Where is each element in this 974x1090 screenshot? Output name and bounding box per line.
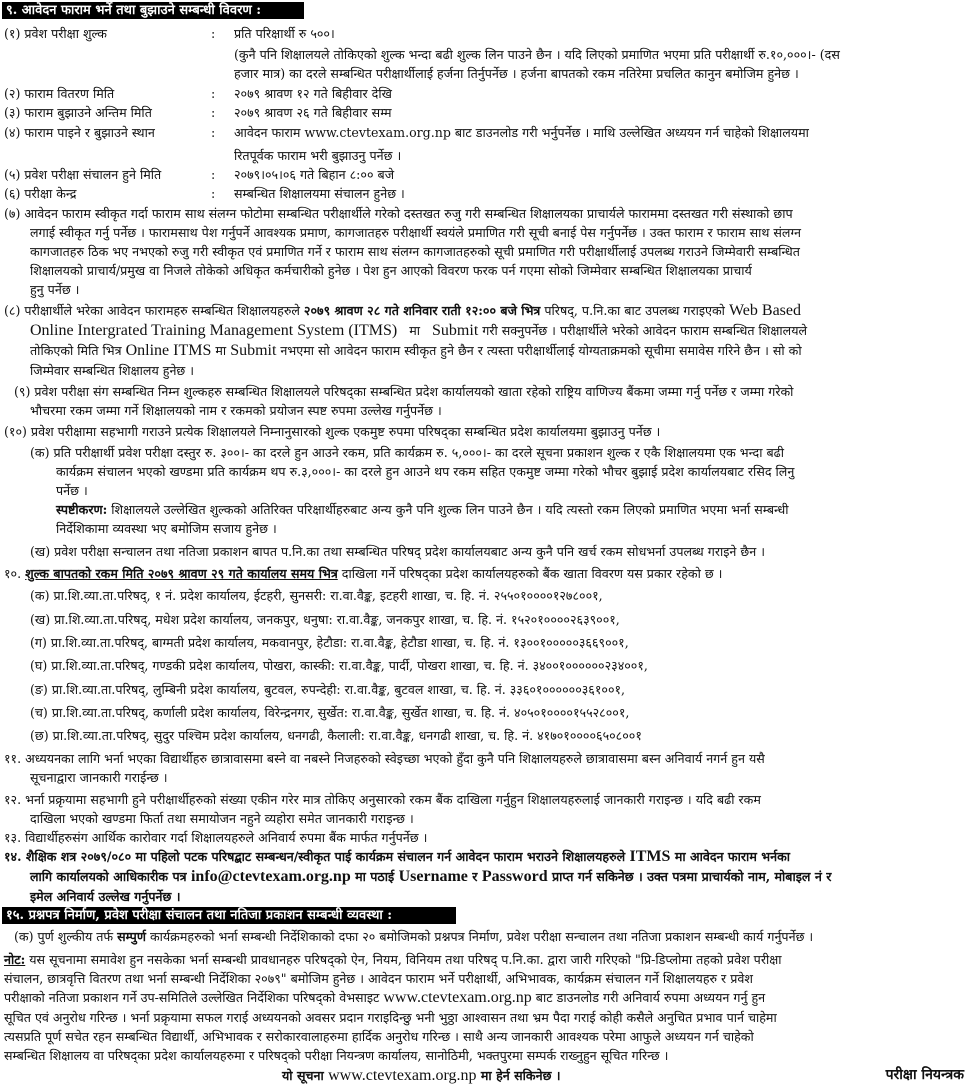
- clarification-line-1: स्पष्टीकरण: शिक्षालयले उल्लेखित शुल्कको अतिरिक्त परिक्षार्थीहरुबाट अन्य कुनै पनि शुल्क लिन पाउने छैन । यदि त्यस्तो रकम लिएको प्रमाणित भएमा भर्ना सम्बन्धी: [56, 502, 789, 517]
- clarification-line-2: निर्देशिकामा व्यवस्था भए बमोजिम सजाय हुनेछ ।: [56, 521, 277, 536]
- note-line-6: सम्बन्धित शिक्षालय वा परिषद्का प्रदेश कार्यालयहरुमा र परिषद्को परीक्षा नियन्त्रण कार्यालय, सानोठिमी, भक्तपुरमा सम्पर्क राख्नुहुन सूचित गरिन्छ ।: [4, 1048, 669, 1063]
- section-10-intro: १०. शुल्क बापतको रकम मिति २०७९ श्रावण २९ गते कार्यालय समय भित्र दाखिला गर्ने परिषद्का प्रदेश कार्यालयहरुको बैंक खाता विवरण यस प्रकार रहेको छ ।: [4, 566, 723, 581]
- bank-account-nga: (ङ) प्रा.शि.व्या.ता.परिषद्, लुम्बिनी प्रदेश कार्यालय, बुटवल, रुपन्देही: रा.वा.वैङ्क, बुटवल शाखा, च. हि. नं. ३३६०१००००००३६१००१,: [30, 682, 626, 697]
- note-line-4: सूचित एवं अनुरोध गरिन्छ । भर्ना प्रक्रृयामा सफल गराई अध्ययनको अवसर प्रदान गराइदिन्छु भनी भुठ्ठा आश्वासन तथा भ्रम पैदा गराई कोही कसैले अनुचित प्रभाव पार्न चाहेमा: [4, 1010, 777, 1025]
- para-9-line-2: भौचरमा रकम जम्मा गर्ने शिक्षालयको नाम र रकमको प्रयोजन स्पष्ट रुपमा उल्लेख गर्नुपर्नेछ ।: [30, 403, 442, 418]
- signature-exam-controller: परीक्षा नियन्त्रक: [885, 1067, 964, 1083]
- bank-account-gha: (घ) प्रा.शि.व्या.ता.परिषद्, गण्डकी प्रदेश कार्यालय, पोखरा, कास्की: रा.वा.वैङ्क, पार्दी, पोखरा शाखा, च. हि. नं. ३४००१००००००२३४००१,: [30, 658, 648, 673]
- footer-website-link[interactable]: www.ctevtexam.org.np: [328, 1067, 477, 1084]
- fee-note-2: हजार मात्र) का दरले सम्बन्धित परीक्षार्थीलाई हर्जना तिर्नुपर्नेछ । हर्जना बापतको रकम नतिरेमा प्रचलित कानुन बमोजिम हुनेछ ।: [234, 66, 799, 81]
- fee-note-1: (कुनै पनि शिक्षालयले तोकिएको शुल्क भन्दा बढी शुल्क लिन पाउने छैन । यदि लिएको प्रमाणित भएमा प्रति परीक्षार्थी रु.१०,०००।- (दस: [234, 47, 840, 62]
- deadline-row: (३) फाराम बुझाउने अन्तिम मिति : २०७९ श्रावण २६ गते बिहीवार सम्म: [4, 105, 392, 120]
- section-15-heading: १५. प्रश्नपत्र निर्माण, प्रवेश परीक्षा संचालन तथा नतिजा प्रकाशन सम्बन्धी व्यवस्था :: [2, 907, 456, 924]
- distribution-date-row: (२) फाराम वितरण मिति : २०७९ श्रावण १२ गते बिहीवार देखि: [4, 86, 392, 101]
- para-10: (१०) प्रवेश परीक्षामा सहभागी गराउने प्रत्येक शिक्षालयले निम्नानुसारको शुल्क एकमुष्ट रुपमा परिषद्का सम्बन्धित प्रदेश कार्यालयमा बुझाउनु पर्नेछ ।: [4, 424, 661, 439]
- para-8-line-2: Online Intergrated Training Management System (ITMS) मा Submit गरी सक्नुपर्नेछ । परीक्षार्थीले भरेको आवेदन फाराम सम्बन्धित शिक्षालयले: [30, 322, 808, 339]
- exam-date-row: (५) प्रवेश परीक्षा संचालन हुने मिति : २०७९।०५।०६ गते बिहान ८:०० बजे: [4, 167, 395, 182]
- bank-account-kha: (ख) प्रा.शि.व्या.ता.परिषद्, मधेश प्रदेश कार्यालय, जनकपुर, धनुषा: रा.वा.वैङ्क, जनकपुर शाखा, च. हि. नं. १५२०१००००२६३९००१,: [30, 612, 620, 627]
- section-11-line-2: सूचनाद्वारा जानकारी गराईन्छ ।: [30, 770, 168, 785]
- note-label: नोट:: [4, 952, 26, 967]
- para-8-line-4: जिम्मेवार सम्बन्धित शिक्षालय हुनेछ ।: [30, 363, 195, 378]
- section-14-line-1: १४. शैक्षिक शत्र २०७९/०८० मा पहिलो पटक परिषद्बाट सम्बन्धन/स्वीकृत पाई कार्यक्रम संचालन गर्न आवेदन फाराम भराउने शिक्षालयहरुले ITMS मा आवेदन फाराम भर्नका: [4, 848, 791, 865]
- section-14-line-3: इमेल अनिवार्य उल्लेख गर्नुपर्नेछ ।: [30, 889, 181, 904]
- section-14-line-2: लागि कार्यालयको आधिकारीक पत्र info@ctevtexam.org.np मा पठाई Username र Password प्राप्त गर्न सकिनेछ । उक्त पत्रमा प्राचार्यको नाम, मोबाइल नं र: [30, 868, 832, 885]
- para-9-line-1: (९) प्रवेश परीक्षा संग सम्बन्धित निम्न शुल्कहरु सम्बन्धित शिक्षालयले परिषद्का सम्बन्धित प्रदेश कार्यालयको खाता रहेको राष्ट्रिय वाणिज्य बैंकमा जम्मा गर्नु पर्नेछ र जम्मा गरेको: [14, 384, 794, 399]
- place-row: (४) फाराम पाइने र बुझाउने स्थान : आवेदन फाराम www.ctevtexam.org.np बाट डाउनलोड गरी भर्नुपर्नेछ । माथि उल्लेखित अध्ययन गर्न चाहेको शिक्षालयमा: [4, 125, 809, 140]
- para-10-ka-line-3: पर्नेछ ।: [56, 483, 88, 498]
- section-12-line-2: दाखिला भएको खण्डमा फिर्ता तथा समायोजन नहुने व्यहोरा समेत जानकारी गराइन्छ ।: [30, 811, 414, 826]
- para-10-kha: (ख) प्रवेश परीक्षा सन्चालन तथा नतिजा प्रकाशन बापत प.नि.का तथा सम्बन्धित परिषद् प्रदेश कार्यालयबाट अन्य कुनै पनि खर्च रकम सोधभर्ना उपलब्ध गराइने छैन ।: [30, 544, 765, 559]
- contact-email: info@ctevtexam.org.np: [190, 868, 351, 885]
- exam-center-row: (६) परीक्षा केन्द्र : सम्बन्धित शिक्षालयमा संचालन हुनेछ ।: [4, 186, 405, 201]
- bank-account-cha: (च) प्रा.शि.व्या.ता.परिषद्, कर्णाली प्रदेश कार्यालय, विरेन्द्रनगर, सुर्खेत: रा.वा.वैङ्क, सुर्खेत शाखा, च. हि. नं. ४०५०१००००१५५२८००१,: [30, 705, 630, 720]
- para-10-ka-line-1: (क) प्रति परीक्षार्थी प्रवेश परीक्षा दस्तुर रु. ३००।- का दरले हुन आउने रकम, प्रति कार्यक्रम रु. ५,०००।- का दरले सूचना प्रकाशन शुल्क र एकै शिक्षालयमा एक भन्दा बढी: [30, 445, 785, 460]
- para-7-line-3: कागजातहरु ठिक भए नभएको रुजु गरी स्वीकृत एवं प्रमाणित गर्ने र फाराम साथ संलग्न कागजातहरुको सूची प्रमाणित गरी परीक्षार्थीलाई उपलब्ध गराउने जिम्मेवारी सम्बन्धित: [30, 244, 800, 259]
- para-8-line-1: (८) परीक्षार्थीले भरेका आवेदन फारामहरु सम्बन्धित शिक्षालयहरुले २०७९ श्रावण २८ गते शनिवार राती १२:०० बजे भित्र परिषद्, प.नि.का बाट उपलब्ध गराइएको Web Based: [4, 302, 801, 319]
- para-8-line-3: तोकिएको मिति भित्र Online ITMS मा Submit नभएमा सो आवेदन फाराम स्वीकृत हुने छैन र त्यस्ता परीक्षार्थीलाई योग्यताक्रमको सूचीमा समावेस गरिने छैन । सो को: [30, 342, 802, 359]
- para-7-line-4: शिक्षालयको प्राचार्य/प्रमुख वा निजले तोकेको अधिकृत कर्मचारीको हुनेछ । पेश हुन आएको विवरण फरक पर्न गएमा सोको जिम्मेवार सम्बन्धित शिक्षालयका प्राचार्य: [30, 263, 752, 278]
- note-line-2: संचालन, छात्रवृत्ति वितरण तथा भर्ना सम्बन्धी निर्देशिका २०७९" बमोजिम हुनेछ । आवेदन फाराम भर्ने परीक्षार्थी, अभिभावक, कार्यक्रम संचालन गर्ने शिक्षालयहरु र प्रवेश: [4, 971, 753, 986]
- section-11-line-1: ११. अध्ययनका लागि भर्ना भएका विद्यार्थीहरु छात्रावासमा बस्ने वा नबस्ने निजहरुको स्वेइच्छा भएको हुँदा कुनै पनि शिक्षालयहरुले छात्रावासमा बस्न अनिवार्य नगर्न हुन यसै: [4, 751, 765, 766]
- place-note: रितपूर्वक फाराम भरी बुझाउनु पर्नेछ ।: [234, 148, 402, 163]
- bank-account-ga: (ग) प्रा.शि.व्या.ता.परिषद्, बाग्मती प्रदेश कार्यालय, मकवानपुर, हेटौडा: रा.वा.वैङ्क, हेटौडा शाखा, च. हि. नं. १३००१०००००३६६९००१,: [30, 635, 629, 650]
- note-line-3: परीक्षाको नतिजा प्रकाशन गर्ने उप-समितिले उल्लेखित निर्देशिका परिषद्को वेभसाइट www.ctevtexam.org.np बाट डाउनलोड गरी अनिवार्य रुपमा अध्ययन गर्नु हुन: [4, 989, 766, 1006]
- footer-website-note: यो सूचना www.ctevtexam.org.np मा हेर्न सकिनेछ ।: [282, 1067, 561, 1084]
- fee-row: (१) प्रवेश परीक्षा शुल्क : प्रति परिक्षार्थी रु ५००।: [4, 26, 335, 41]
- section-15-ka: (क) पुर्ण शुल्कीय तर्फ सम्पुर्ण कार्यक्रमहरुको भर्ना सम्बन्धी निर्देशिकाको दफा २० बमोजिमको प्रश्नपत्र निर्माण, प्रवेश परीक्षा सन्चालन तथा नतिजा प्रकाशन सम्बन्धी कार्य गर्नुपर्नेछ ।: [14, 929, 814, 944]
- website-link[interactable]: www.ctevtexam.org.np: [383, 989, 532, 1006]
- para-10-ka-line-2: कार्यक्रम संचालन भएको खण्डमा प्रति कार्यक्रम थप रु.३,०००।- का दरले हुन आउने थप रकम सहित एकमुष्ट जम्मा गरेको भौचर बुझाई प्रदेश कार्यालयबाट रसिद लिनु: [56, 464, 795, 479]
- section-13: १३. विद्यार्थीहरुसंग आर्थिक कारोवार गर्दा शिक्षालयहरुले अनिवार्य रुपमा बैंक मार्फत गर्नुपर्नेछ ।: [4, 830, 428, 845]
- note-line-5: त्यसप्रति पूर्ण सचेत रहन सम्बन्धित विद्यार्थी, अभिभावक र सरोकारवालाहरुमा हार्दिक अनुरोध गरिन्छ । साथै अन्य जानकारी आवश्यक परेमा आफुले अध्ययन गर्न चाहेको: [4, 1029, 754, 1044]
- para-7-line-1: (७) आवेदन फाराम स्वीकृत गर्दा फाराम साथ संलग्न फोटोमा सम्बन्धित परीक्षार्थीले गरेको दस्तखत रुजु गरी सम्बन्धित शिक्षालयका प्राचार्यले फाराममा दस्तखत गरी संस्थाको छाप: [4, 206, 793, 221]
- bank-account-ka: (क) प्रा.शि.व्या.ता.परिषद्, १ नं. प्रदेश कार्यालय, ईटहरी, सुनसरी: रा.वा.वैङ्क, इटहरी शाखा, च. हि. नं. २५५०१००००१२७८००१,: [30, 588, 603, 603]
- section-12-line-1: १२. भर्ना प्रक्रृयामा सहभागी हुने परीक्षार्थीहरुको संख्या एकीन गरेर मात्र तोकिए अनुसारको रकम बैंक दाखिला गर्नुहुन शिक्षालयहरुलाई जानकारी गराइन्छ । यदि बढी रकम: [4, 792, 761, 807]
- note-line-1: नोट: यस सूचनामा समावेश हुन नसकेका भर्ना सम्बन्धी प्रावधानहरु परिषद्को ऐन, नियम, विनियम तथा परिषद् प.नि.का. द्वारा जारी गरिएको "प्रि-डिप्लोमा तहको प्रवेश परीक्षा: [4, 952, 782, 967]
- para-7-line-2: लगाई स्वीकृत गर्नु पर्नेछ । फारामसाथ पेश गर्नुपर्ने आवश्यक प्रमाण, कागजातहरु परीक्षार्थी स्वयंले प्रमाणित गरी सूची बनाई पेस गर्नुपर्नेछ । उक्त फाराम र फाराम साथ संलग्न: [30, 225, 801, 240]
- section-9-heading: ९. आवेदन फाराम भर्ने तथा बुझाउने सम्बन्धी विवरण :: [2, 2, 304, 19]
- bank-account-chha: (छ) प्रा.शि.व्या.ता.परिषद्, सुदुर पश्चिम प्रदेश कार्यालय, धनगढी, कैलाली: रा.वा.वैङ्क, धनगढी शाखा, च. हि. नं. ४१७०१००००६५०८००१: [30, 728, 642, 743]
- para-7-line-5: हुनु पर्नेछ ।: [30, 282, 80, 297]
